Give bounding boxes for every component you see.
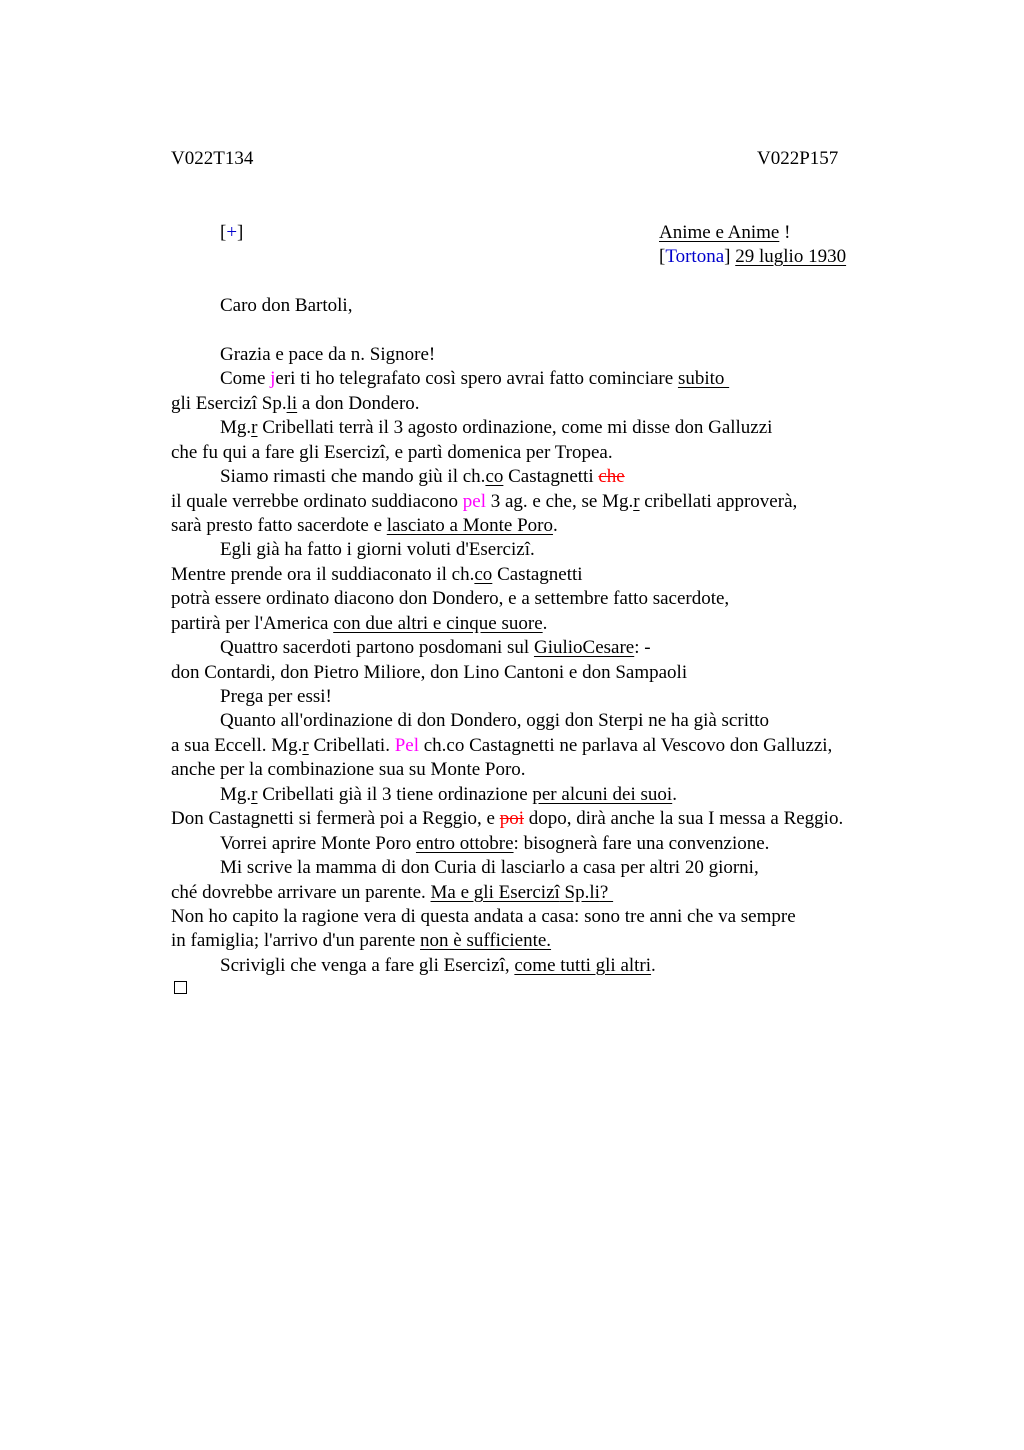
text-segment: Siamo rimasti che mando giù il ch. (220, 466, 486, 487)
text-segment: cribellati approverà, (639, 491, 798, 512)
body-line (220, 783, 677, 807)
body-line (171, 929, 551, 953)
text-segment: potrà essere ordinato diacono don Dondero, e a settembre fatto sacerdote, (171, 588, 730, 609)
body-line (220, 465, 625, 489)
letter-title-exclaim: ! (779, 222, 791, 243)
letter-date: 29 luglio 1930 (735, 246, 847, 267)
document-code-right: V022P157 (757, 148, 839, 169)
body-line (171, 612, 547, 636)
text-segment: co (474, 564, 493, 585)
text-segment: Ma e gli Esercizi (430, 882, 560, 903)
text-segment: Cribellati già il 3 tiene ordinazione (257, 784, 533, 805)
body-line (220, 856, 759, 880)
text-segment: j (270, 368, 276, 389)
text-segment: con due altri e cinque suore (333, 613, 543, 634)
body-line (171, 905, 796, 929)
text-segment: li (286, 393, 298, 414)
text-segment: r (251, 784, 258, 805)
text-segment: ? (599, 882, 614, 903)
document-code-left: V022T134 (171, 148, 254, 169)
text-segment: che fu qui a fare gli Esercizi (171, 442, 386, 463)
text-segment: Mg. (220, 784, 252, 805)
cross-mark (220, 221, 243, 245)
text-segment: r (251, 417, 258, 438)
text-segment: come tutti gli altri (514, 955, 652, 976)
body-line (220, 367, 729, 391)
letter-place-date (659, 245, 846, 269)
body-line (171, 441, 613, 465)
text-segment: Non ho capito la ragione vera di questa andata a casa: sono tre anni che va sempre (171, 906, 796, 927)
text-segment: ché dovrebbe arrivare un parente. (171, 882, 431, 903)
text-segment: dopo, dirà anche la sua I messa a Reggio. (524, 808, 844, 829)
text-segment: Sp. (257, 393, 287, 414)
text-segment: . (651, 955, 656, 976)
text-segment: Prega per essi! (220, 686, 332, 707)
body-line (171, 807, 843, 831)
text-segment: don Contardi, don Pietro Miliore, don Lino Cantoni e don Sampaoli (171, 662, 688, 683)
text-segment: Quanto all'ordinazione di don Dondero, oggi don Sterpi ne ha già scritto (220, 710, 770, 731)
text-segment: Vorrei aprire Monte Poro (220, 833, 416, 854)
text-segment: . (542, 613, 548, 634)
body-line (220, 416, 772, 440)
text-segment: poi (499, 808, 524, 829)
text-segment: ch.co Castagnetti ne parlava al Vescovo don Galluzzi, (419, 735, 833, 756)
text-segment: Egli già ha fatto i giorni voluti d'Esercizi (220, 539, 530, 560)
letter-title (659, 221, 790, 245)
body-line (171, 661, 687, 685)
cross-close-bracket: ] (237, 222, 244, 243)
text-segment: co (485, 466, 504, 487)
body-line (171, 734, 832, 758)
body-line (171, 758, 526, 782)
body-line (220, 343, 435, 367)
text-segment: non è sufficiente. (420, 930, 552, 951)
text-segment: Come (220, 368, 271, 389)
cross-plus: + (226, 222, 238, 243)
text-segment: eri ti ho telegrafato così spero avrai fatto cominciare (275, 368, 678, 389)
text-segment: a don Dondero. (297, 393, 420, 414)
body-line (220, 954, 656, 978)
text-segment: 3 ag. e che, se Mg. (485, 491, 634, 512)
text-segment: Pel (394, 735, 419, 756)
text-segment: in famiglia; l'arrivo d'un parente (171, 930, 421, 951)
text-segment: GiulioCesare (533, 637, 635, 658)
text-segment: partirà per l'America (171, 613, 334, 634)
text-segment: Quattro sacerdoti partono posdomani sul (220, 637, 534, 658)
text-segment: subito (677, 368, 730, 389)
salutation: Caro don Bartoli, (220, 295, 353, 316)
text-segment: Cribellati terrà il 3 agosto ordinazione, come mi disse don Galluzzi (257, 417, 773, 438)
letter-place: Tortona (665, 246, 725, 267)
text-segment: . (552, 515, 558, 536)
text-segment: Mentre prende ora il suddiaconato il ch. (171, 564, 475, 585)
text-segment: che (598, 466, 625, 487)
letter-title-text: Anime e Anime (659, 222, 780, 243)
text-segment: entro ottobre (415, 833, 514, 854)
body-line (171, 587, 729, 611)
text-segment: , (504, 955, 515, 976)
text-segment: : bisognerà fare una convenzione. (513, 833, 770, 854)
place-open-bracket: [ (659, 246, 666, 267)
body-line (171, 392, 420, 416)
text-segment: Castagnetti (503, 466, 599, 487)
body-line (220, 538, 535, 562)
body-line (171, 514, 558, 538)
body-line (220, 636, 651, 660)
text-segment: Cribellati. (308, 735, 395, 756)
text-segment: il quale verrebbe ordinato suddiacono (171, 491, 463, 512)
text-segment: Grazia e pace da n. Signore! (220, 344, 436, 365)
text-segment: Castagnetti (492, 564, 583, 585)
text-segment: , e partì domenica per Tropea. (385, 442, 613, 463)
text-segment: per alcuni dei suoi (532, 784, 673, 805)
text-segment: Mi scrive la mamma di don Curia di lasciarlo a casa per altri 20 giorni, (220, 857, 759, 878)
body-line (220, 685, 332, 709)
text-segment: Don Castagnetti si fermerà poi a Reggio, e (171, 808, 500, 829)
closing-box-icon (174, 981, 187, 994)
text-segment: . (529, 539, 535, 560)
text-segment: . (672, 784, 677, 805)
text-segment: r (302, 735, 309, 756)
body-line (220, 709, 769, 733)
text-segment: Mg. (220, 417, 252, 438)
text-segment: Sp.li (559, 882, 600, 903)
text-segment: gli Esercizi (171, 393, 257, 414)
text-segment: a sua Eccell. Mg. (171, 735, 303, 756)
text-segment: anche per la combinazione sua su Monte Poro. (171, 759, 526, 780)
text-segment: Scrivigli che venga a fare gli Esercizi (220, 955, 505, 976)
text-segment: r (633, 491, 640, 512)
text-segment: sarà presto fatto sacerdote e (171, 515, 387, 536)
body-line (220, 832, 769, 856)
body-line (171, 490, 797, 514)
cross-open-bracket: [ (220, 222, 227, 243)
body-line (171, 881, 613, 905)
text-segment: lasciato a Monte Poro (386, 515, 553, 536)
body-line (171, 563, 583, 587)
text-segment: pel (462, 491, 486, 512)
place-close-bracket: ] (724, 246, 736, 267)
text-segment: : - (634, 637, 651, 658)
